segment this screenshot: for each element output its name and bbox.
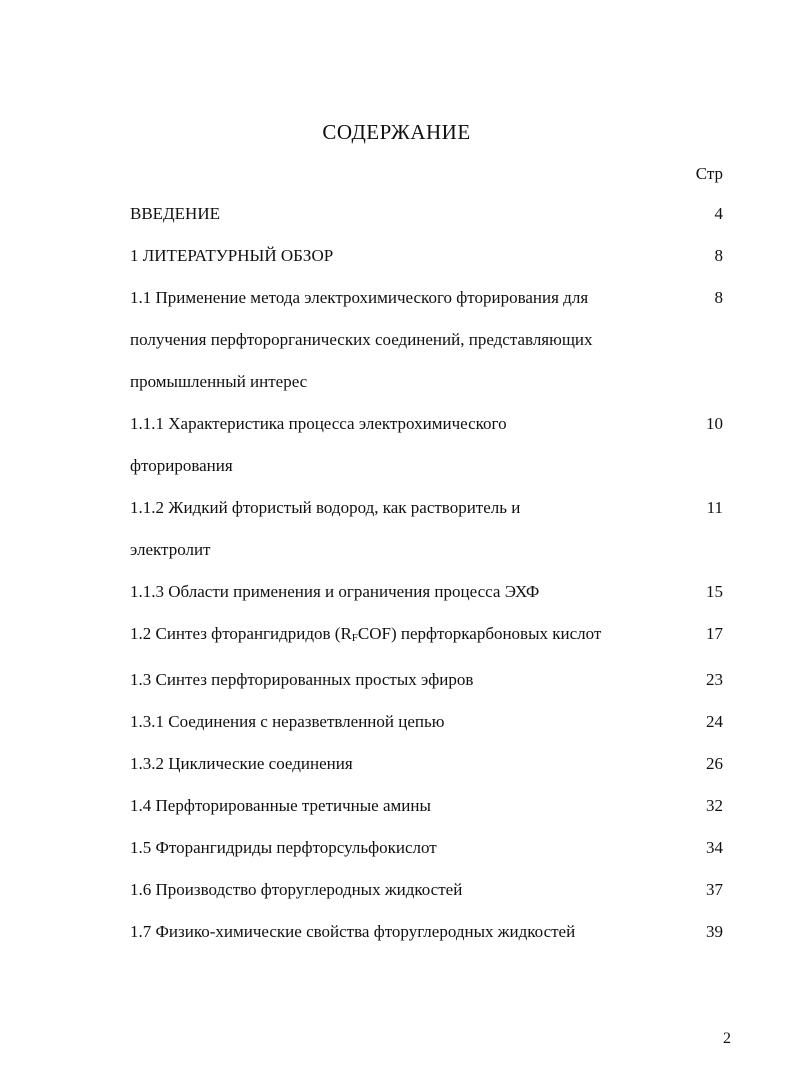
page-number: 2 [723,1030,731,1047]
toc-entry-text: 1.1.1 Характеристика процесса электрохимического фторирования [130,414,507,475]
toc-entry-text: 1.3.2 Циклические соединения [130,754,353,773]
toc-entry-page: 4 [714,204,723,223]
toc-entry-page: 23 [706,670,723,689]
toc-entry-1-3-1 [130,701,723,743]
toc-entry-page: 8 [714,288,723,307]
toc-entry-1-3-2 [130,743,723,785]
toc-entry-1-1-3 [130,571,723,613]
toc-entry-page: 15 [706,582,723,601]
toc-entry-page: 34 [706,838,723,857]
toc-entry-1-1 [130,277,723,403]
toc-entry-literature-review [130,235,723,277]
toc-entry-page: 10 [706,414,723,433]
toc-entry-subscript: F [351,632,358,644]
toc-entry-text: ВВЕДЕНИЕ [130,204,220,223]
toc-entry-1-1-1 [130,403,723,487]
toc-entry-1-3 [130,659,723,701]
document-title: СОДЕРЖАНИЕ [322,120,471,144]
toc-entry-text: 1.3.1 Соединения с неразветвленной цепью [130,712,445,731]
toc-entry-text: 1.1 Применение метода электрохимического фторирования для получения перфторорганических соединений, представляющих промышленный интерес [130,288,593,391]
toc-entry-page: 39 [706,922,723,941]
toc-entry-1-5 [130,827,723,869]
toc-entry-text-part: COF) перфторкарбоновых кислот [357,624,602,643]
toc-entry-text: 1.7 Физико-химические свойства фторуглеродных жидкостей [130,922,576,941]
toc-entry-page: 8 [714,246,723,265]
toc-entry-1-2 [130,613,723,659]
toc-entry-1-7 [130,911,723,953]
toc-entry-text: 1 ЛИТЕРАТУРНЫЙ ОБЗОР [130,246,334,265]
toc-entry-page: 37 [706,880,723,899]
table-of-contents [130,193,723,953]
toc-entry-text: 1.4 Перфторированные третичные амины [130,796,431,815]
toc-entry-text: 1.3 Синтез перфторированных простых эфиров [130,670,474,689]
toc-entry-text: 1.6 Производство фторуглеродных жидкостей [130,880,463,899]
toc-entry-page: 17 [706,624,723,643]
toc-entry-1-1-2 [130,487,723,571]
toc-entry-text: 1.5 Фторангидриды перфторсульфокислот [130,838,437,857]
toc-entry-text-part: 1.2 Синтез фторангидридов (R [130,624,352,643]
toc-entry-introduction [130,193,723,235]
toc-entry-1-6 [130,869,723,911]
toc-entry-text: 1.1.3 Области применения и ограничения процесса ЭХФ [130,582,540,601]
toc-entry-text: 1.1.2 Жидкий фтористый водород, как растворитель и электролит [130,498,521,559]
toc-entry-text [130,613,605,659]
page-column-label: Стр [695,164,723,183]
toc-entry-page: 26 [706,754,723,773]
toc-entry-page: 11 [706,498,723,517]
toc-entry-page: 32 [706,796,723,815]
toc-entry-page: 24 [706,712,723,731]
toc-entry-1-4 [130,785,723,827]
